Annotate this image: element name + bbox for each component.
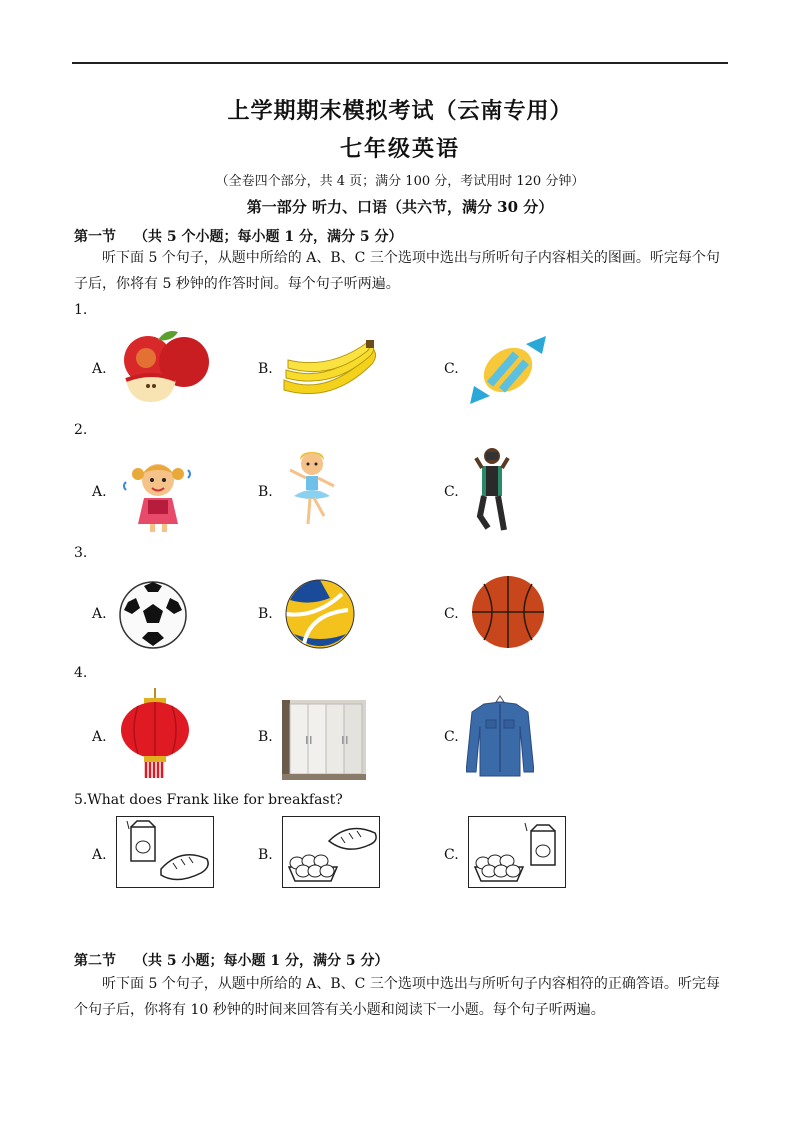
q2-option-b-label: B. <box>258 484 273 500</box>
girl-dancing-image <box>284 450 340 532</box>
apples-image <box>118 328 214 404</box>
man-taking-photo-image <box>470 446 516 532</box>
question-3-number: 3. <box>74 545 88 561</box>
section1-heading <box>74 226 402 246</box>
eggs-and-milk-image <box>468 816 566 888</box>
candy-image <box>468 334 548 406</box>
question-4-number: 4. <box>74 665 88 681</box>
question-2-number: 2. <box>74 422 88 438</box>
section2-heading <box>74 950 388 970</box>
q3-option-b-label: B. <box>258 606 273 622</box>
wardrobe-image <box>282 700 366 780</box>
exam-title: 上学期期末模拟考试（云南专用） <box>227 98 573 124</box>
volleyball-image <box>284 578 356 650</box>
question-5-number: 5. <box>74 792 88 808</box>
denim-shirt-image <box>466 694 534 778</box>
section2-label: 第二节 <box>74 953 116 969</box>
section1-info: （共 5 个小题；每小题 1 分，满分 5 分） <box>134 229 403 245</box>
q4-option-b-label: B. <box>258 729 273 745</box>
section2-info: （共 5 小题；每小题 1 分，满分 5 分） <box>134 953 389 969</box>
girl-reading-image <box>122 458 194 534</box>
q2-option-c-label: C. <box>444 484 459 500</box>
exam-note: （全卷四个部分，共 4 页；满分 100 分，考试用时 120 分钟） <box>215 174 585 189</box>
section2-instructions: 听下面 5 个句子，从题中所给的 A、B、C 三个选项中选出与所听句子内容相符的正确答语。听完每个句子后，你将有 10 秒钟的时间来回答有关小题和阅读下一小题。每个句子听两遍。 <box>74 976 720 1018</box>
q1-option-b-label: B. <box>258 361 273 377</box>
q4-option-c-label: C. <box>444 729 459 745</box>
q3-option-a-label: A. <box>92 606 107 622</box>
q5-option-c-label: C. <box>444 847 459 863</box>
bread-and-eggs-image <box>282 816 380 888</box>
header-rule <box>72 62 728 64</box>
q3-option-c-label: C. <box>444 606 459 622</box>
q5-option-b-label: B. <box>258 847 273 863</box>
exam-subtitle: 七年级英语 <box>339 136 460 162</box>
soccer-ball-image <box>118 580 188 650</box>
question-5-heading <box>74 792 343 808</box>
q2-option-a-label: A. <box>92 484 107 500</box>
question-5-text: What does Frank like for breakfast? <box>87 792 343 808</box>
milk-and-bread-image <box>116 816 214 888</box>
section1-label: 第一节 <box>74 229 116 245</box>
q1-option-c-label: C. <box>444 361 459 377</box>
section1-instructions: 听下面 5 个句子，从题中所给的 A、B、C 三个选项中选出与所听句子内容相关的图画。听完每个句子后，你将有 5 秒钟的作答时间。每个句子听两遍。 <box>74 250 720 292</box>
part-title: 第一部分 听力、口语（共六节，满分 30 分） <box>246 198 554 216</box>
bananas-image <box>280 340 378 398</box>
red-lantern-image <box>118 688 192 780</box>
q1-option-a-label: A. <box>92 361 107 377</box>
basketball-image <box>470 574 546 650</box>
question-1-number: 1. <box>74 302 88 318</box>
q5-option-a-label: A. <box>92 847 107 863</box>
q4-option-a-label: A. <box>92 729 107 745</box>
